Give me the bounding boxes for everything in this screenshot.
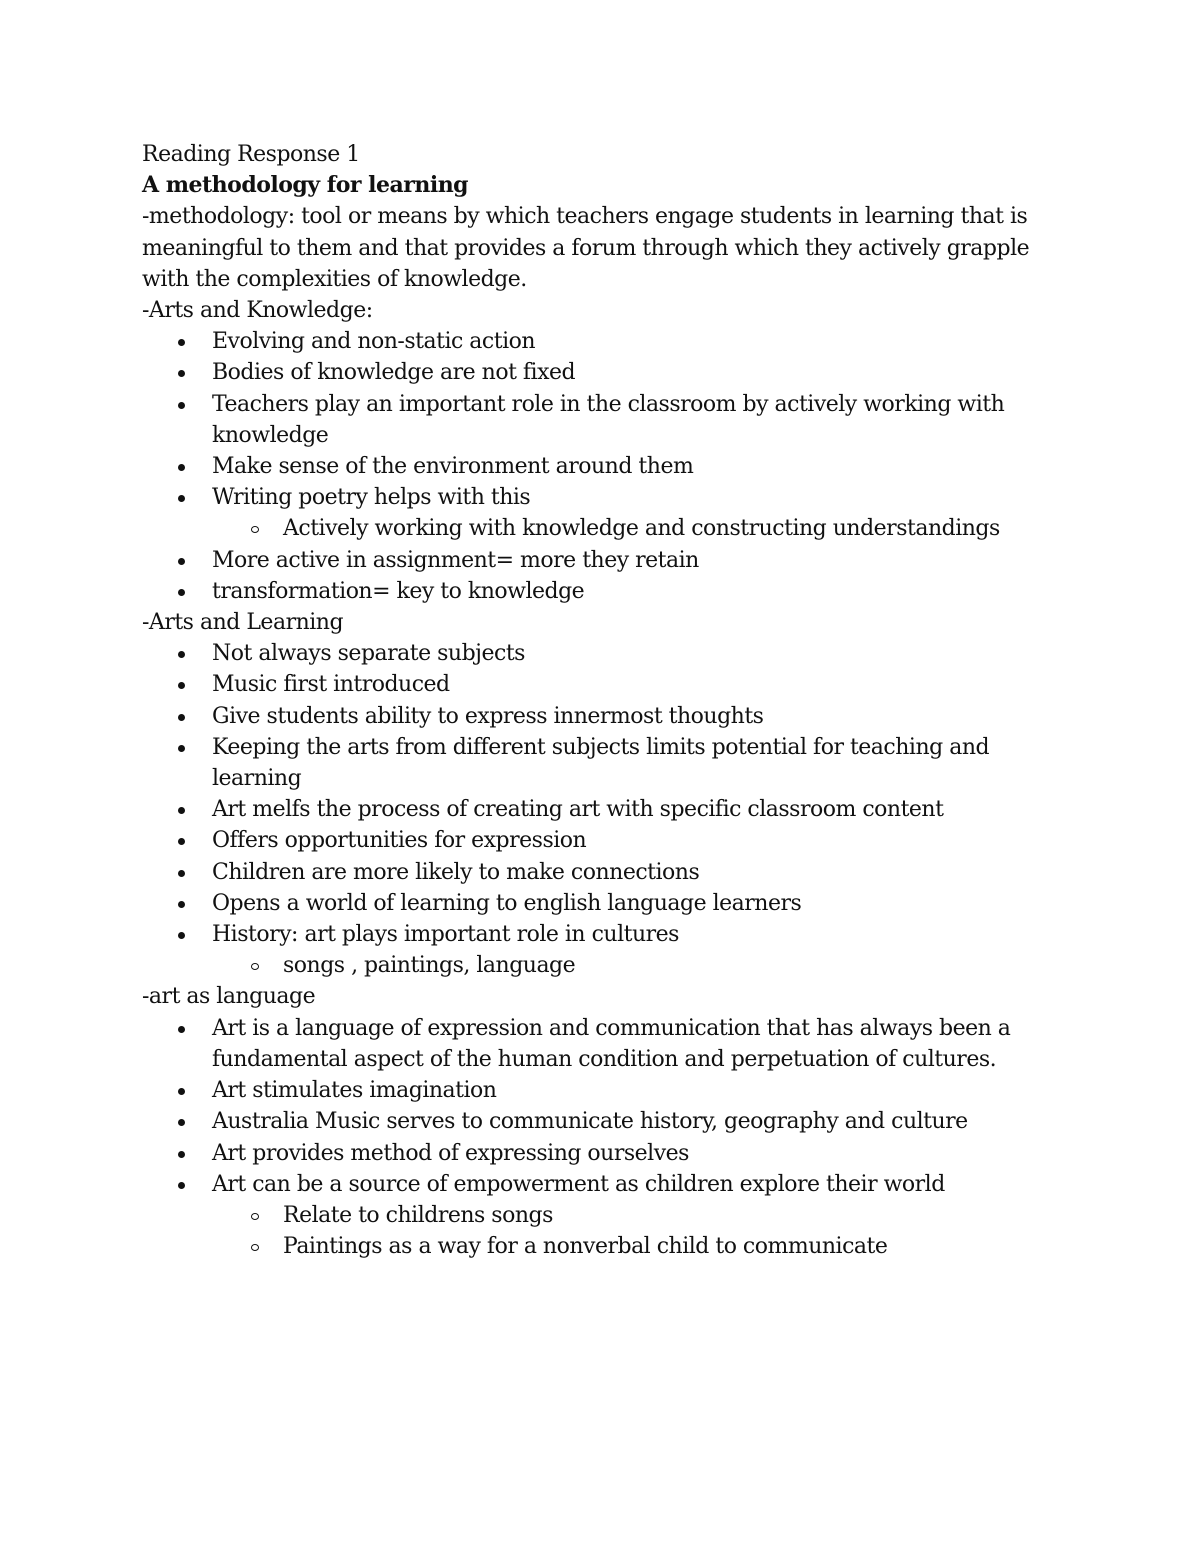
bullet-list-art-language	[142, 1013, 1042, 1200]
list-item: Make sense of the environment around them	[142, 451, 1042, 482]
list-item: Evolving and non-static action	[142, 326, 1042, 357]
list-item: Offers opportunities for expression	[142, 825, 1042, 856]
sub-list-item: Relate to childrens songs	[142, 1200, 1042, 1231]
list-item: transformation= key to knowledge	[142, 576, 1042, 607]
list-item: Opens a world of learning to english language learners	[142, 888, 1042, 919]
bullet-list-arts-learning	[142, 638, 1042, 950]
sub-list	[142, 513, 1042, 544]
document-title: Reading Response 1	[142, 142, 360, 167]
section-label-arts-knowledge: -Arts and Knowledge:	[142, 298, 373, 324]
bullet-list-arts-knowledge	[142, 326, 1042, 513]
sub-list-item: Paintings as a way for a nonverbal child to communicate	[142, 1231, 1042, 1262]
list-item: Art stimulates imagination	[142, 1075, 1042, 1106]
list-item: Art is a language of expression and communication that has always been a fundamental aspect of the human condition and perpetuation of cultures.	[142, 1013, 1042, 1075]
document-page	[142, 139, 1042, 1262]
list-item: Art can be a source of empowerment as children explore their world	[142, 1169, 1042, 1200]
list-item: Art melfs the process of creating art with specific classroom content	[142, 794, 1042, 825]
list-item: Teachers play an important role in the classroom by actively working with knowledge	[142, 389, 1042, 451]
section-label-arts-learning: -Arts and Learning	[142, 610, 344, 636]
list-item: More active in assignment= more they retain	[142, 545, 1042, 576]
list-item: Children are more likely to make connections	[142, 857, 1042, 888]
sub-list	[142, 950, 1042, 981]
list-item-label: Writing poetry helps with this	[212, 485, 531, 511]
list-item: Keeping the arts from different subjects limits potential for teaching and learning	[142, 732, 1042, 794]
sub-list-item: Actively working with knowledge and constructing understandings	[142, 513, 1042, 544]
section-label-art-language: -art as language	[142, 984, 316, 1010]
bullet-list-arts-knowledge-cont	[142, 545, 1042, 607]
list-item: Not always separate subjects	[142, 638, 1042, 669]
list-item: Give students ability to express innermost thoughts	[142, 701, 1042, 732]
list-item: Bodies of knowledge are not fixed	[142, 357, 1042, 388]
list-item	[142, 482, 1042, 513]
list-item: Australia Music serves to communicate history, geography and culture	[142, 1106, 1042, 1137]
intro-paragraph: -methodology: tool or means by which teachers engage students in learning that is meaningful to them and that provides a forum through which they actively grapple with the complexities of knowledge.	[142, 204, 1030, 292]
sub-list-item: songs , paintings, language	[142, 950, 1042, 981]
list-item: History: art plays important role in cultures	[142, 919, 1042, 950]
list-item: Music first introduced	[142, 669, 1042, 700]
document-heading: A methodology for learning	[142, 172, 469, 199]
list-item: Art provides method of expressing ourselves	[142, 1138, 1042, 1169]
sub-list	[142, 1200, 1042, 1262]
